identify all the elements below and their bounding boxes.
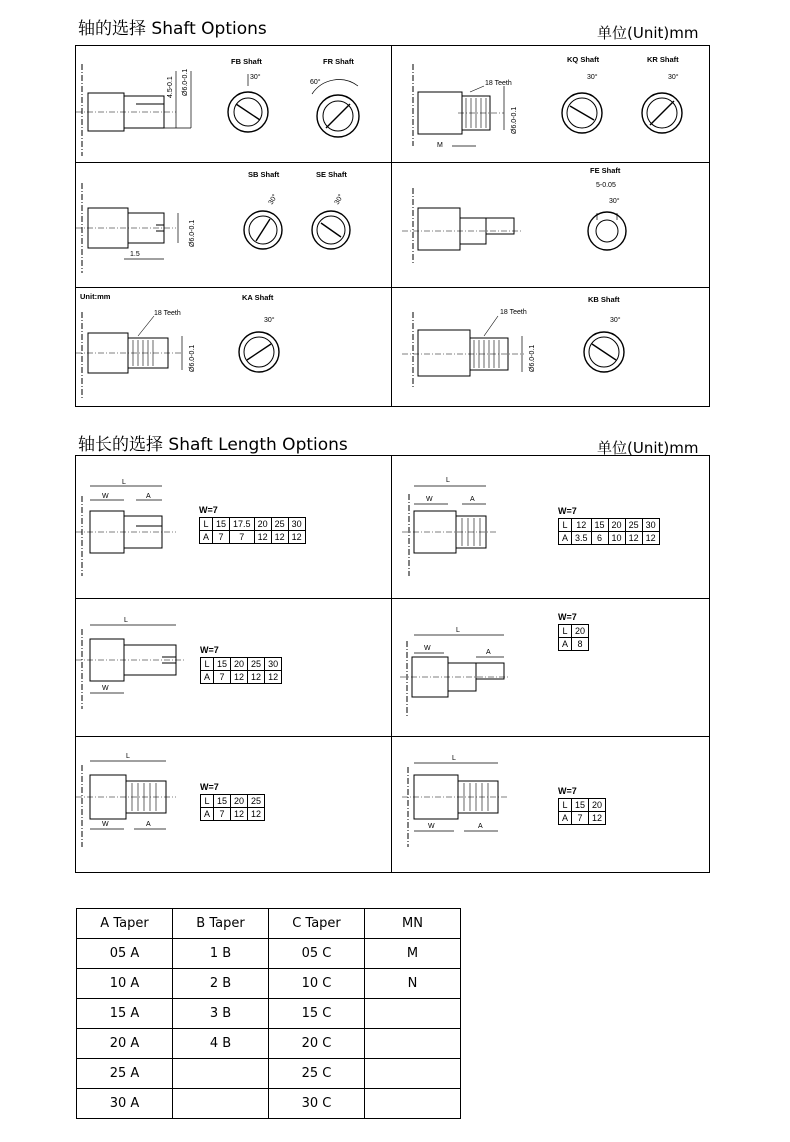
length-drawing-4 [392,599,517,737]
length-1-dim-w: W [102,493,109,500]
length-4-dim-w: W [424,645,431,652]
length-table-6-head: W=7 [558,786,577,796]
length-3-dim-l: L [124,617,128,624]
fe-shaft-label: FE Shaft [590,166,621,175]
ka-shaft-drawing [76,288,392,407]
kq-teeth-label: 18 Teeth [485,80,512,87]
length-drawing-2 [392,456,512,598]
length-drawing-5 [76,737,196,873]
fb-shaft-label: FB Shaft [231,57,262,66]
length-1-dim-l: L [122,479,126,486]
length-table-4: L 20 A 8 [558,624,589,651]
length-2-dim-a: A [470,496,475,503]
length-6-dim-l: L [452,755,456,762]
length-5-dim-a: A [146,821,151,828]
length-2-dim-w: W [426,496,433,503]
length-4-dim-a: A [486,649,491,656]
taper-header-mn: MN [365,909,461,939]
length-table-5: L 15 20 25 A 7 12 12 [200,794,265,821]
unit-mm-label: Unit:mm [80,292,111,301]
length-drawing-3 [76,599,196,737]
length-table-2-head: W=7 [558,506,577,516]
length-drawing-1 [76,456,196,598]
kq-dim-phi6: Ø6.0-0.1 [511,106,518,134]
length-3-dim-w: W [102,685,109,692]
table-row: 25 A 25 C [77,1059,461,1089]
length-table-2: L 12 15 20 25 30 A 3.5 6 10 12 12 [558,518,660,545]
kq-shaft-label: KQ Shaft [567,55,600,64]
kb-teeth-label: 18 Teeth [500,309,527,316]
dim-phi6: Ø6.0-0.1 [182,68,189,96]
fe-shaft-drawing [392,163,710,287]
table-row: 30 A 30 C [77,1089,461,1119]
length-table-3-head: W=7 [200,645,219,655]
fb-angle: 30° [250,74,261,81]
kr-angle: 30° [668,74,679,81]
dim-m: M [437,142,443,149]
sb-shaft-label: SB Shaft [248,170,280,179]
length-6-dim-w: W [428,823,435,830]
kb-angle: 30° [610,317,621,324]
fe-angle: 30° [609,198,620,205]
length-6-dim-a: A [478,823,483,830]
ka-dim-phi6: Ø6.0-0.1 [189,344,196,372]
taper-table [76,908,461,1119]
taper-header-b: B Taper [173,909,269,939]
taper-header-c: C Taper [269,909,365,939]
dim-1-5: 1.5 [130,251,140,258]
table-row: 15 A 3 B 15 C [77,999,461,1029]
ka-shaft-label: KA Shaft [242,293,274,302]
length-table-1-head: W=7 [199,505,218,515]
dim-4-5: 4.5-0.1 [167,76,174,98]
table-row: 10 A 2 B 10 C N [77,969,461,999]
taper-header-row [77,909,461,939]
sb-se-shaft-drawing [76,163,392,287]
kb-shaft-label: KB Shaft [588,295,620,304]
ka-angle: 30° [264,317,275,324]
length-table-3: L 15 20 25 30 A 7 12 12 12 [200,657,282,684]
kr-shaft-label: KR Shaft [647,55,679,64]
table-row: 20 A 4 B 20 C [77,1029,461,1059]
fb-fr-shaft-drawing [76,46,392,163]
kq-angle: 30° [587,74,598,81]
length-table-4-head: W=7 [558,612,577,622]
shaft-length-unit: 单位(Unit)mm [597,439,699,457]
length-table-6: L 15 20 A 7 12 [558,798,606,825]
shaft-options-unit: 单位(Unit)mm [597,24,699,42]
length-5-dim-l: L [126,753,130,760]
se-angle: 30° [333,193,346,206]
ka-teeth-label: 18 Teeth [154,310,181,317]
length-5-dim-w: W [102,821,109,828]
sb-dim-phi6: Ø6.0-0.1 [189,219,196,247]
length-drawing-6 [392,737,517,873]
taper-header-a: A Taper [77,909,173,939]
shaft-length-title: 轴长的选择 Shaft Length Options [78,435,348,455]
length-table-5-head: W=7 [200,782,219,792]
shaft-options-title: 轴的选择 Shaft Options [78,19,267,39]
fr-shaft-label: FR Shaft [323,57,354,66]
length-1-dim-a: A [146,493,151,500]
kq-kr-shaft-drawing [392,46,710,163]
kb-dim-phi6: Ø6.0-0.1 [529,344,536,372]
fr-angle: 60° [310,79,321,86]
kb-shaft-drawing [392,288,710,407]
length-2-dim-l: L [446,477,450,484]
length-4-dim-l: L [456,627,460,634]
fe-dim-5: 5-0.05 [596,182,616,189]
table-row: 05 A 1 B 05 C M [77,939,461,969]
sb-angle: 30° [267,193,280,206]
se-shaft-label: SE Shaft [316,170,347,179]
length-table-1: L 15 17.5 20 25 30 A 7 7 12 12 12 [199,517,306,544]
